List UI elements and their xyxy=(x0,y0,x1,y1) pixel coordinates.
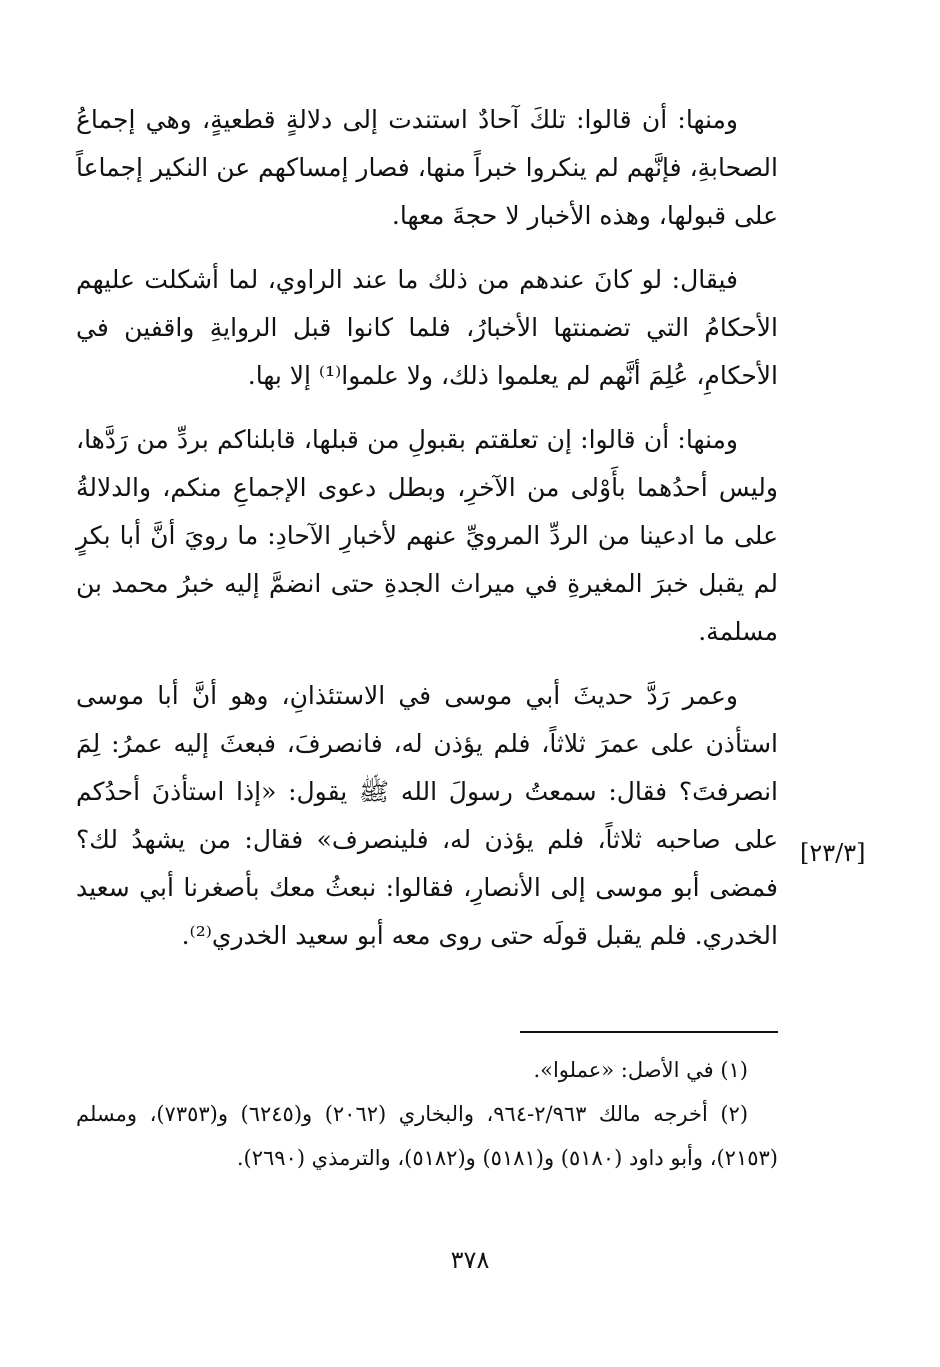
main-text xyxy=(76,96,778,960)
margin-reference: [٢٣/٣] xyxy=(800,839,866,867)
paragraph: ومنها: أن قالوا: إن تعلقتم بقبولِ من قبلها، قابلناكم بردِّ من رَدَّها، وليس أحدُهما بأَوْلى من الآخرِ، وبطل دعوى الإجماعِ منكم، والدلالةُ على ما ادعينا من الردِّ المرويِّ عنهم لأخبارِ الآحادِ: ما رويَ أنَّ أبا بكرٍ لم يقبل خبرَ المغيرةِ في ميراث الجدةِ حتى انضمَّ إليه خبرُ محمد بن مسلمة. xyxy=(76,425,778,646)
paragraph: ومنها: أن قالوا: تلكَ آحادٌ استندت إلى دلالةٍ قطعيةٍ، وهي إجماعُ الصحابةِ، فإنَّهم لم ينكروا خبراً منها، فصار إمساكهم عن النكير إجماعاً على قبولها، وهذه الأخبار لا حجةَ معها. xyxy=(76,105,778,230)
footnote-divider xyxy=(520,1031,778,1033)
paragraph: وعمر رَدَّ حديثَ أبي موسى في الاستئذانِ، وهو أنَّ أبا موسى استأذن على عمرَ ثلاثاً، فلم يؤذن له، فانصرفَ، فبعثَ إليه عمرُ: لِمَ انصرفتَ؟ فقال: سمعتُ رسولَ الله ﷺ يقول: «إذا استأذنَ أحدُكم على صاحبه ثلاثاً، فلم يؤذن له، فلينصرف» فقال: من يشهدُ لك؟ فمضى أبو موسى إلى الأنصارِ، فقالوا: نبعثُ معك بأصغرنا أبي سعيد الخدري. فلم يقبل قولَه حتى روى معه أبو سعيد الخدري⁽²⁾. xyxy=(76,681,778,950)
footnote: (٢) أخرجه مالك ٢/٩٦٣-٩٦٤، والبخاري (٢٠٦٢) و(٦٢٤٥) و(٧٣٥٣)، ومسلم (٢١٥٣)، وأبو داود (٥١٨٠) و(٥١٨١) و(٥١٨٢)، والترمذي (٢٦٩٠). xyxy=(76,1102,778,1170)
footnote: (١) في الأصل: «عملوا». xyxy=(533,1058,748,1082)
paragraph: فيقال: لو كانَ عندهم من ذلك ما عند الراوي، لما أشكلت عليهم الأحكامُ التي تضمنتها الأخبارُ، فلما كانوا قبل الروايةِ واقفين في الأحكامِ، عُلِمَ أنَّهم لم يعلموا ذلك، ولا علموا⁽¹⁾ إلا بها. xyxy=(76,265,778,390)
footnotes xyxy=(76,1048,778,1180)
page-number: ٣٧٨ xyxy=(450,1246,490,1274)
